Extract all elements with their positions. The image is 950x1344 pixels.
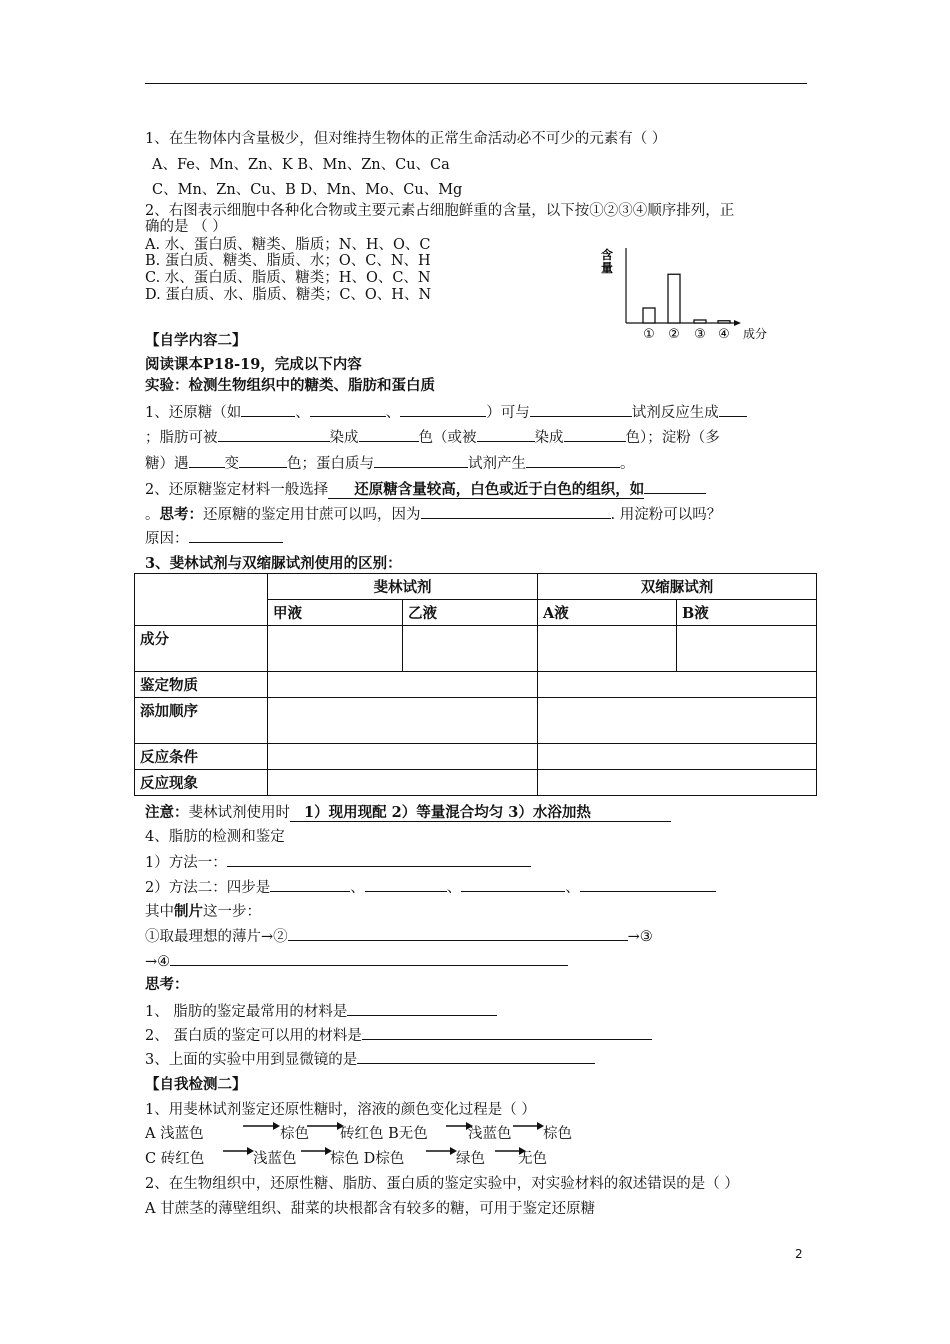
blank[interactable] <box>580 876 716 892</box>
x-tick-label: ④ <box>718 327 730 342</box>
fill2-reason <box>145 527 283 548</box>
blank[interactable] <box>239 452 287 468</box>
fat-slide-intro <box>145 900 261 921</box>
think-q1 <box>145 1000 497 1021</box>
blank[interactable] <box>564 426 626 442</box>
fill1-line1 <box>145 401 747 422</box>
section2-read: 阅读课本P18-19，完成以下内容 <box>145 356 362 373</box>
think-title: 思考： <box>145 976 189 993</box>
step-text: ①取最理想的薄片→② <box>145 929 288 945</box>
fill1-text: 色（或被 <box>418 430 477 446</box>
blank[interactable] <box>359 426 419 442</box>
y-axis-label-2: 量 <box>601 261 614 275</box>
fill2-text: 2、还原糖鉴定材料一般选择 <box>145 482 329 498</box>
blank[interactable] <box>241 401 295 417</box>
think-q2 <box>145 1024 652 1045</box>
row-label-condition: 反应条件 <box>135 744 268 770</box>
check-q1-c-3: 棕色 D棕色 <box>330 1151 405 1167</box>
q1-options-cd: C、Mn、Zn、Cu、B D、Mn、Mo、Cu、Mg <box>152 182 463 198</box>
reagent-comparison-table <box>134 573 817 796</box>
fill1-line3 <box>145 452 635 473</box>
fill1-text: 1、还原糖（如 <box>145 405 242 421</box>
section2-title: 【自学内容二】 <box>145 332 247 349</box>
table-cell[interactable] <box>538 770 817 796</box>
q2-stem-line1: 2、右图表示细胞中各种化合物或主要元素占细胞鲜重的含量，以下按①②③④顺序排列，正 <box>145 203 735 219</box>
note-text: 斐林试剂使用时 <box>188 805 290 821</box>
fat-slide-steps-2 <box>145 950 568 970</box>
fill1-text: 。 <box>620 456 635 472</box>
blank[interactable] <box>421 503 611 519</box>
slide-text: 其中 <box>145 904 174 920</box>
think-text: 还原糖的鉴定用甘蔗可以吗，因为 <box>203 507 421 523</box>
table-cell[interactable] <box>538 672 817 698</box>
fill1-line2 <box>145 426 720 447</box>
table-cell[interactable] <box>403 626 538 672</box>
q1-options-ab: A、Fe、Mn、Zn、K B、Mn、Zn、Cu、Ca <box>152 157 450 173</box>
note-label: 注意： <box>145 804 189 821</box>
table-cell[interactable] <box>268 770 538 796</box>
arrow-right-icon <box>300 1145 334 1157</box>
chart-bar <box>694 320 706 323</box>
blank[interactable] <box>288 925 628 941</box>
method1-label: 1）方法一： <box>145 855 227 871</box>
arrow-right-icon <box>242 1120 282 1132</box>
check-q1-d-2: 绿色 <box>456 1151 485 1167</box>
fill1-text: 色；蛋白质与 <box>287 456 374 472</box>
fill1-text: 、 <box>295 405 310 421</box>
table-cell[interactable] <box>268 698 538 744</box>
section3-title: 3、斐林试剂与双缩脲试剂使用的区别： <box>145 555 402 572</box>
separator: 、 <box>446 880 462 896</box>
blank[interactable] <box>189 452 225 468</box>
page-number: 2 <box>795 1247 803 1261</box>
fat-slide-steps-1 <box>145 925 653 946</box>
fill1-text: 糖）遇 <box>145 456 189 472</box>
blank[interactable] <box>357 1048 595 1064</box>
self-check-title: 【自我检测二】 <box>145 1076 247 1093</box>
blank[interactable] <box>526 452 620 468</box>
table-cell[interactable] <box>538 744 817 770</box>
fat-method2 <box>145 876 716 897</box>
q2-option-d: D. 蛋白质、水、脂质、糖类；C、O、H、N <box>145 287 432 303</box>
fill1-text: 试剂反应生成 <box>631 405 719 421</box>
q2-option-c: C. 水、蛋白质、脂质、糖类；H、O、C、N <box>145 270 431 286</box>
blank[interactable] <box>310 401 386 417</box>
q2-option-b: B. 蛋白质、糖类、脂质、水；O、C、N、H <box>145 253 431 269</box>
blank[interactable] <box>270 876 350 892</box>
fill1-text: ）可与 <box>486 405 530 421</box>
blank[interactable] <box>719 401 747 417</box>
fill1-text: 染成 <box>534 430 564 446</box>
method2-label: 2）方法二：四步是 <box>145 880 271 896</box>
q1-stem: 1、在生物体内含量极少，但对维持生物体的正常生命活动必不可少的元素有（ ） <box>145 131 667 147</box>
think-q-text: 2、 蛋白质的鉴定可以用的材料是 <box>145 1028 362 1044</box>
arrow-right-icon <box>425 1145 459 1157</box>
table-cell[interactable] <box>538 698 817 744</box>
header-shuangsuo: 双缩脲试剂 <box>538 574 817 600</box>
slide-keyword: 制片 <box>174 903 203 920</box>
slide-text: 这一步： <box>203 904 261 920</box>
fill2-answer: 还原糖含量较高，白色或近于白色的组织 <box>328 481 615 499</box>
x-tick-label: ② <box>668 327 680 342</box>
step-text: →④ <box>145 954 171 970</box>
note-answer: 1）现用现配 2）等量混合均匀 3）水浴加热 <box>290 804 671 822</box>
blank[interactable] <box>365 876 447 892</box>
header-yi: 乙液 <box>403 600 538 626</box>
think-q-text: 1、 脂肪的鉴定最常用的材料是 <box>145 1004 348 1020</box>
fill1-text: 色）；淀粉（多 <box>625 430 720 446</box>
header-feiling: 斐林试剂 <box>268 574 538 600</box>
x-tick-label: ① <box>643 327 655 342</box>
blank[interactable] <box>477 426 535 442</box>
q2-stem-line2: 确的是 （ ） <box>145 219 227 235</box>
arrow-right-icon <box>222 1145 256 1157</box>
chart-bar <box>718 321 730 323</box>
fill1-text: ；脂肪可被 <box>145 430 218 446</box>
check-q1-c-label: C 砖红色 <box>145 1151 205 1167</box>
table-cell[interactable] <box>268 626 403 672</box>
table-corner-cell <box>135 574 268 626</box>
blank[interactable] <box>189 527 283 543</box>
check-q1-b-3: 棕色 <box>543 1126 572 1142</box>
blank[interactable] <box>530 401 632 417</box>
content-bar-chart <box>595 238 790 346</box>
check-q1-a-3: 砖红色 B无色 <box>340 1126 428 1142</box>
row-label-phenomenon: 反应现象 <box>135 770 268 796</box>
think-label: 思考： <box>159 506 203 523</box>
think-q3 <box>145 1048 595 1069</box>
fill1-text: 染成 <box>329 430 359 446</box>
blank[interactable] <box>374 452 468 468</box>
header-a: A液 <box>538 600 677 626</box>
table-cell[interactable] <box>538 626 677 672</box>
reason-label: 原因： <box>145 531 189 547</box>
separator: 、 <box>565 880 580 896</box>
chart-bar <box>668 274 680 323</box>
blank[interactable] <box>227 851 531 867</box>
row-label-order: 添加顺序 <box>135 698 268 744</box>
blank[interactable] <box>362 1024 652 1040</box>
header-rule <box>145 83 807 84</box>
fill1-text: 变 <box>224 456 239 472</box>
fat-title: 4、脂肪的检测和鉴定 <box>145 829 285 845</box>
fat-method1 <box>145 851 531 872</box>
header-jia: 甲液 <box>268 600 403 626</box>
step-text: →③ <box>627 929 653 945</box>
check-q1: 1、用斐林试剂鉴定还原性糖时，溶液的颜色变化过程是（ ） <box>145 1102 536 1118</box>
table-cell[interactable] <box>268 744 538 770</box>
blank[interactable] <box>347 1000 497 1016</box>
fill1-text: 、 <box>385 405 401 421</box>
section2-experiment: 实验：检测生物组织中的糖类、脂肪和蛋白质 <box>145 377 435 394</box>
row-label-composition: 成分 <box>135 626 268 672</box>
fill2-line1 <box>145 478 706 499</box>
check-q1-a-2: 棕色 <box>280 1126 309 1142</box>
x-axis-arrow <box>734 320 741 326</box>
fill2-think: 。思考：还原糖的鉴定用甘蔗可以吗，因为 . 用淀粉可以吗？ <box>145 503 721 524</box>
note-line <box>145 801 671 822</box>
blank[interactable] <box>218 426 330 442</box>
check-q2: 2、在生物组织中，还原性糖、脂肪、蛋白质的鉴定实验中，对实验材料的叙述错误的是（ ） <box>145 1176 739 1192</box>
header-b: B液 <box>677 600 817 626</box>
check-q1-b-2: 浅蓝色 <box>468 1126 512 1142</box>
x-tick-label: ③ <box>694 327 706 342</box>
fill2-text: ，如 <box>615 481 645 498</box>
q2-option-a: A. 水、蛋白质、糖类、脂质；N、H、O、C <box>145 237 431 253</box>
chart-bar <box>643 308 655 323</box>
x-axis-label: 成分 <box>743 327 768 341</box>
fill1-text: 试剂产生 <box>468 456 526 472</box>
blank[interactable] <box>461 876 565 892</box>
separator: 、 <box>350 880 365 896</box>
check-q1-a-label: A 浅蓝色 <box>145 1126 204 1142</box>
y-axis-label-1: 含 <box>601 248 614 262</box>
blank[interactable] <box>400 401 486 417</box>
check-q2-a: A 甘蔗茎的薄壁组织、甜菜的块根都含有较多的糖，可用于鉴定还原糖 <box>145 1201 596 1217</box>
table-cell[interactable] <box>268 672 538 698</box>
check-q1-c-2: 浅蓝色 <box>253 1151 297 1167</box>
think-text-2: . 用淀粉可以吗？ <box>610 507 722 523</box>
blank[interactable] <box>644 478 706 494</box>
blank[interactable] <box>170 950 568 966</box>
check-q1-d-3: 无色 <box>518 1151 547 1167</box>
row-label-substance: 鉴定物质 <box>135 672 268 698</box>
arrow-right-icon <box>512 1120 546 1132</box>
think-q-text: 3、上面的实验中用到显微镜的是 <box>145 1052 358 1068</box>
table-cell[interactable] <box>677 626 817 672</box>
